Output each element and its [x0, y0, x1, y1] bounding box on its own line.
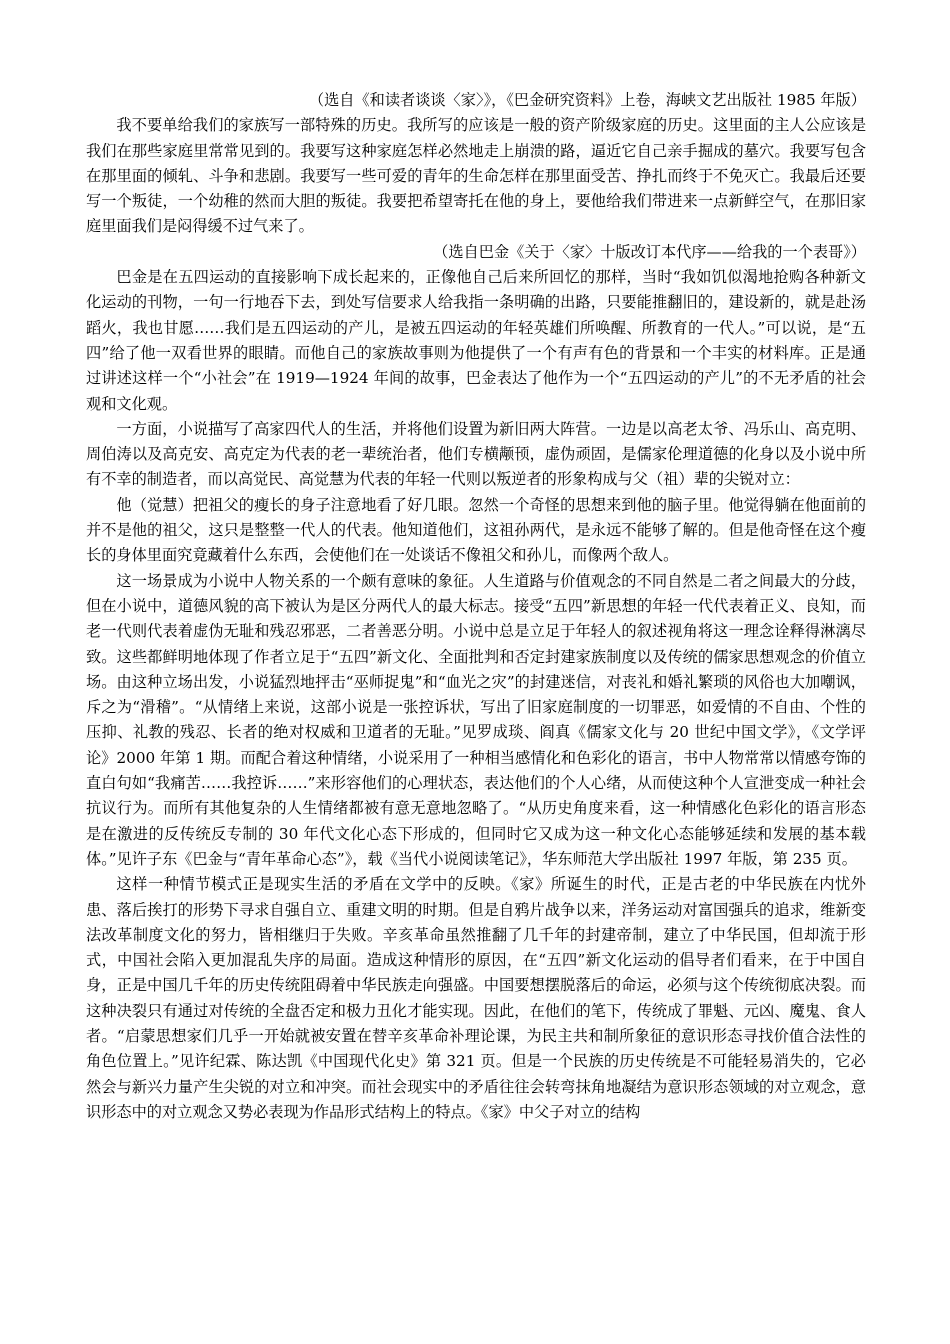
body-paragraph-1: 巴金是在五四运动的直接影响下成长起来的，正像他自己后来所回忆的那样，当时“我如饥似渴地抢购各种新文化运动的刊物，一句一行地吞下去，到处写信要求人给我指一条明确的出路，只要能推翻旧的，建设新的，就是赴汤蹈火，我也甘愿……我们是五四运动的产儿，是被五四运动的年轻英雄们所唤醒、所教育的一代人。”可以说，是“五四”给了他一双看世界的眼睛。而他自己的家族故事则为他提供了一个有声有色的背景和一个丰实的材料库。正是通过讲述这样一个“小社会”在 1919—1924 年间的故事，巴金表达了他作为一个“五四运动的产儿”的不无矛盾的社会观和文化观。	[86, 268, 866, 413]
source-citation-1: （选自《和读者谈谈〈家〉》，《巴金研究资料》上卷，海峡文艺出版社 1985 年版）	[308, 91, 866, 109]
quoted-passage-2: 他（觉慧）把祖父的瘦长的身子注意地看了好几眼。忽然一个奇怪的思想来到他的脑子里。他觉得躺在他面前的并不是他的祖父，这只是整整一代人的代表。他知道他们，这祖孙两代，是永远不能够了解的。但是他奇怪在这个瘦长的身体里面究竟藏着什么东西，会使他们在一处谈话不像祖父和孙儿，而像两个敌人。	[86, 495, 866, 565]
body-paragraph-2: 一方面，小说描写了高家四代人的生活，并将他们设置为新旧两大阵营。一边是以高老太爷、冯乐山、高克明、周伯涛以及高克安、高克定为代表的老一辈统治者，他们专横颟顸，虚伪顽固，是儒家伦理道德的化身以及小说中所有不幸的制造者，而以高觉民、高觉慧为代表的年轻一代则以叛逆者的形象构成与父（祖）辈的尖锐对立：	[86, 419, 866, 489]
body-paragraph-4: 这样一种情节模式正是现实生活的矛盾在文学中的反映。《家》所诞生的时代，正是古老的中华民族在内忧外患、落后挨打的形势下寻求自强自立、重建文明的时期。但是自鸦片战争以来，洋务运动对富国强兵的追求，维新变法改革制度文化的努力，皆相继归于失败。辛亥革命虽然推翻了几千年的封建帝制，建立了中华民国，但却流于形式，中国社会陷入更加混乱失序的局面。造成这种情形的原因，在“五四”新文化运动的倡导者们看来，在于中国自身，正是中国几千年的历史传统阻碍着中华民族走向强盛。中国要想摆脱落后的命运，必须与这个传统彻底决裂。而这种决裂只有通过对传统的全盘否定和极力丑化才能实现。因此，在他们的笔下，传统成了罪魁、元凶、魔鬼、食人者。“启蒙思想家们几乎一开始就被安置在替辛亥革命补理论课，为民主共和制所象征的意识形态寻找价值合法性的角色位置上。”见许纪霖、陈达凯《中国现代化史》第 321 页。但是一个民族的历史传统是不可能轻易消失的，它必然会与新兴力量产生尖锐的对立和冲突。而社会现实中的矛盾往往会转弯抹角地凝结为意识形态领域的对立观念，意识形态中的对立观念又势必表现为作品形式结构上的特点。《家》中父子对立的结构	[86, 875, 866, 1121]
source-citation-2: （选自巴金《关于〈家〉十版改订本代序——给我的一个表哥》）	[433, 242, 866, 261]
quoted-passage-1: 我不要单给我们的家族写一部特殊的历史。我所写的应该是一般的资产阶级家庭的历史。这里面的主人公应该是我们在那些家庭里常常见到的。我要写这种家庭怎样必然地走上崩溃的路，逼近它自己亲手掘成的墓穴。我要写包含在那里面的倾轧、斗争和悲剧。我要写一些可爱的青年的生命怎样在那里面受苦、挣扎而终于不免灭亡。我最后还要写一个叛徒，一个幼稚的然而大胆的叛徒。我要把希望寄托在他的身上，要他给我们带进来一点新鲜空气，在那旧家庭里面我们是闷得缓不过气来了。	[86, 116, 866, 236]
body-paragraph-3: 这一场景成为小说中人物关系的一个颇有意味的象征。人生道路与价值观念的不同自然是二者之间最大的分歧，但在小说中，道德风貌的高下被认为是区分两代人的最大标志。接受“五四”新思想的年轻一代代表着正义、良知，而老一代则代表着虚伪无耻和残忍邪恶，二者善恶分明。小说中总是立足于年轻人的叙述视角将这一理念诠释得淋漓尽致。这些都鲜明地体现了作者立足于“五四”新文化、全面批判和否定封建家族制度以及传统的儒家思想观念的价值立场。由这种立场出发，小说猛烈地抨击“巫师捉鬼”和“血光之灾”的封建迷信，对丧礼和婚礼繁琐的风俗也大加嘲讽，斥之为“滑稽”。“从情绪上来说，这部小说是一张控诉状，写出了旧家庭制度的一切罪恶，如爱情的不自由、个性的压抑、礼教的残忍、长者的绝对权威和卫道者的无耻。”见罗成琰、阎真《儒家文化与 20 世纪中国文学》，《文学评论》2000 年第 1 期。而配合着这种情绪，小说采用了一种相当感情化和色彩化的语言，书中人物常常以情感夸饰的直白句如“我痛苦……我控诉……”来形容他们的心理状态，表达他们的个人心绪，从而使这种个人宣泄变成一种社会抗议行为。而所有其他复杂的人生情绪都被有意无意地忽略了。“从历史角度来看，这一种情感化色彩化的语言形态是在激进的反传统反专制的 30 年代文化心态下形成的，但同时它又成为这一种文化心态能够延续和发展的基本载体。”见许子东《巴金与“青年革命心态”》，载《当代小说阅读笔记》，华东师范大学出版社 1997 年版，第 235 页。	[86, 571, 866, 868]
